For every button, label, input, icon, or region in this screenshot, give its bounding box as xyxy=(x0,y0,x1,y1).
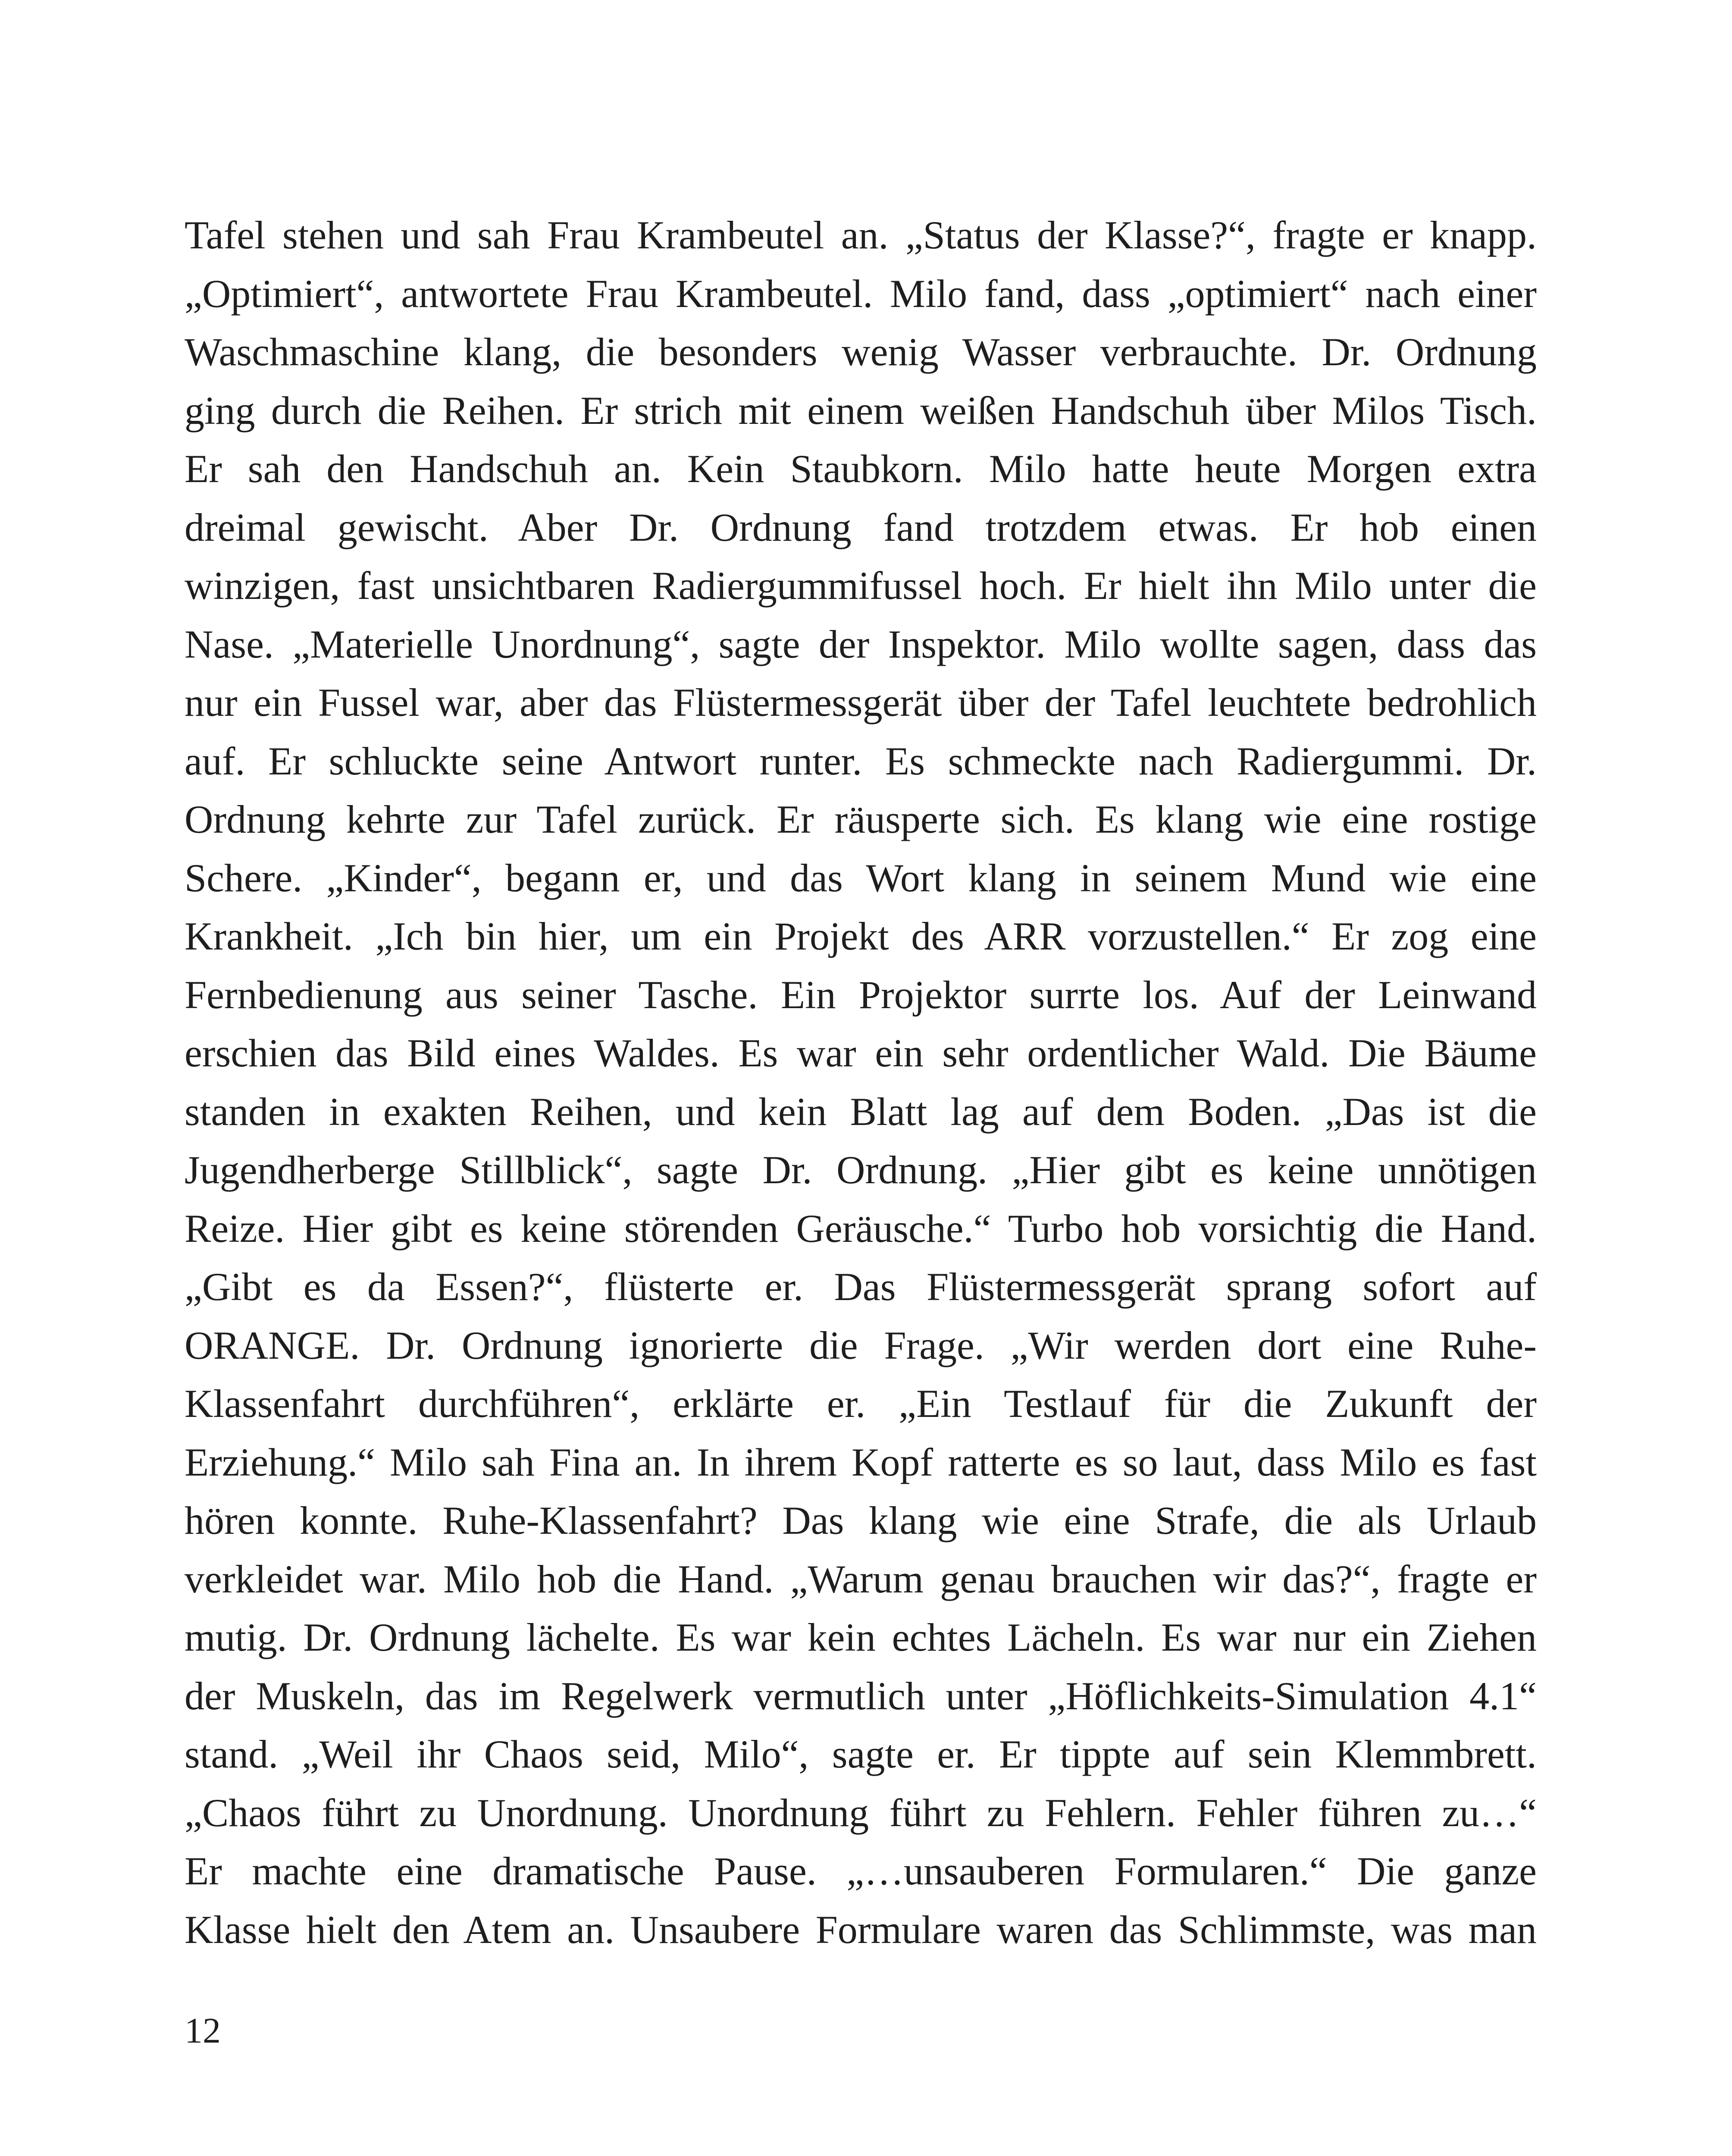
text-line: ORANGE. Dr. Ordnung ignorierte die Frage. „Wir werden dort eine Ruhe- xyxy=(185,1323,1537,1367)
text-line: Erziehung.“ Milo sah Fina an. In ihrem Kopf ratterte es so laut, dass Milo es fast xyxy=(185,1440,1537,1484)
text-line: Reize. Hier gibt es keine störenden Geräusche.“ Turbo hob vorsichtig die Hand. xyxy=(185,1206,1537,1250)
text-line: Jugendherberge Stillblick“, sagte Dr. Ordnung. „Hier gibt es keine unnötigen xyxy=(185,1148,1537,1192)
text-line: Er sah den Handschuh an. Kein Staubkorn. Milo hatte heute Morgen extra xyxy=(185,447,1537,491)
text-line: Klassenfahrt durchführen“, erklärte er. „Ein Testlauf für die Zukunft der xyxy=(185,1382,1537,1426)
text-line: winzigen, fast unsichtbaren Radiergummifussel hoch. Er hielt ihn Milo unter die xyxy=(185,564,1537,608)
text-line: stand. „Weil ihr Chaos seid, Milo“, sagte er. Er tippte auf sein Klemmbrett. xyxy=(185,1732,1537,1776)
text-line: verkleidet war. Milo hob die Hand. „Warum genau brauchen wir das?“, fragte er xyxy=(185,1557,1537,1601)
text-line: ging durch die Reihen. Er strich mit einem weißen Handschuh über Milos Tisch. xyxy=(185,388,1537,432)
page-number: 12 xyxy=(185,2011,221,2051)
text-line: standen in exakten Reihen, und kein Blatt lag auf dem Boden. „Das ist die xyxy=(185,1089,1537,1134)
text-line: nur ein Fussel war, aber das Flüstermessgerät über der Tafel leuchtete bedrohlich xyxy=(185,680,1537,724)
text-line: erschien das Bild eines Waldes. Es war ein sehr ordentlicher Wald. Die Bäume xyxy=(185,1031,1537,1075)
text-line: „Chaos führt zu Unordnung. Unordnung führt zu Fehlern. Fehler führen zu…“ xyxy=(185,1790,1537,1835)
text-line: Er machte eine dramatische Pause. „…unsauberen Formularen.“ Die ganze xyxy=(185,1849,1537,1893)
text-line: Nase. „Materielle Unordnung“, sagte der Inspektor. Milo wollte sagen, dass das xyxy=(185,622,1537,666)
text-line: Schere. „Kinder“, begann er, und das Wort klang in seinem Mund wie eine xyxy=(185,856,1537,900)
text-line: dreimal gewischt. Aber Dr. Ordnung fand trotzdem etwas. Er hob einen xyxy=(185,505,1537,549)
text-line: Waschmaschine klang, die besonders wenig Wasser verbrauchte. Dr. Ordnung xyxy=(185,330,1537,374)
text-line: Ordnung kehrte zur Tafel zurück. Er räusperte sich. Es klang wie eine rostige xyxy=(185,797,1537,841)
text-line: Klasse hielt den Atem an. Unsaubere Formulare waren das Schlimmste, was man xyxy=(185,1907,1537,1952)
text-line: „Gibt es da Essen?“, flüsterte er. Das Flüstermessgerät sprang sofort auf xyxy=(185,1265,1537,1309)
text-line: mutig. Dr. Ordnung lächelte. Es war kein echtes Lächeln. Es war nur ein Ziehen xyxy=(185,1615,1537,1659)
body-text xyxy=(185,206,1537,1959)
text-line: hören konnte. Ruhe-Klassenfahrt? Das klang wie eine Strafe, die als Urlaub xyxy=(185,1498,1537,1542)
text-line: der Muskeln, das im Regelwerk vermutlich unter „Höflichkeits-Simulation 4.1“ xyxy=(185,1673,1537,1718)
text-line: „Optimiert“, antwortete Frau Krambeutel. Milo fand, dass „optimiert“ nach einer xyxy=(185,271,1537,316)
text-line: Tafel stehen und sah Frau Krambeutel an. „Status der Klasse?“, fragte er knapp. xyxy=(185,213,1537,257)
text-line: Krankheit. „Ich bin hier, um ein Projekt des ARR vorzustellen.“ Er zog eine xyxy=(185,914,1537,958)
text-line: Fernbedienung aus seiner Tasche. Ein Projektor surrte los. Auf der Leinwand xyxy=(185,972,1537,1017)
text-line: auf. Er schluckte seine Antwort runter. Es schmeckte nach Radiergummi. Dr. xyxy=(185,739,1537,783)
